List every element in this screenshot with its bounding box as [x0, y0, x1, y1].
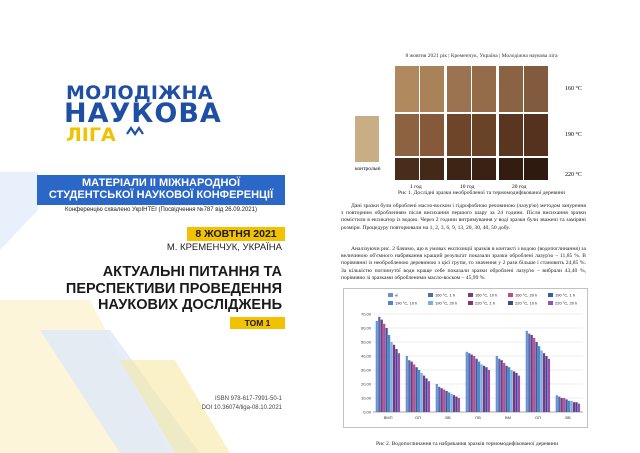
title-line-3: НАУКОВИХ ДОСЛІДЖЕНЬ — [97, 297, 282, 313]
bar — [575, 402, 577, 412]
doi-text: DOI 10.36074/liga-08.10.2021 — [201, 405, 282, 411]
band-title-2: СТУДЕНТСЬКОЇ НАУКОВОЇ КОНФЕРЕНЦІЇ — [48, 188, 274, 201]
x-tick-label: ОП — [415, 415, 421, 420]
sample-160-1h-b — [420, 66, 444, 112]
legend-swatch — [428, 293, 433, 297]
legend-label: ні — [395, 292, 399, 298]
running-header: 8 жовтня 2021 рік | Кременчук, Україна | Молодіжна наукова ліга — [405, 53, 558, 59]
deco-shape-blue — [0, 172, 38, 250]
legend-swatch — [388, 293, 393, 297]
city-label: М. КРЕМЕНЧУК, УКРАЇНА — [166, 242, 282, 253]
bar — [376, 321, 378, 412]
bar — [428, 381, 430, 412]
bar — [543, 353, 545, 412]
bar — [566, 399, 568, 412]
logo-line-3: ЛІГА — [66, 124, 116, 146]
sample-190-10h-b — [472, 114, 496, 156]
sample-220-20h-b — [524, 158, 548, 180]
x-tick-label: ПВ — [475, 415, 481, 420]
legend-label: 220 °C, 1 h — [475, 300, 496, 306]
bar — [533, 338, 535, 412]
sample-190-10h — [447, 114, 471, 156]
paragraph-2: Аналізуючи рис. 2 бачимо, що в умовах експозиції зразків в контакті з водою (водопоглинання) за величиною об'ємного набрякання кращий результат показали зразки оброблені лазур'ю – 11,85 %. В порівнянні із необробленою деревиною з цієї групи, то значення у 2 рази більше і становить 24,85 %. За кількістю поглинутої води краще себе показали зразки оброблені лазур'ю – вибрали 43,40 %, порівняно зі зразками обробленими масло-воском – 45,99 %. — [341, 246, 586, 281]
bar — [526, 331, 528, 412]
bar — [488, 370, 490, 412]
bar — [406, 356, 408, 412]
figure-wood-samples — [353, 64, 603, 189]
bar — [393, 345, 395, 412]
bar — [485, 367, 487, 412]
sample-160-20h — [499, 66, 523, 112]
bar — [418, 370, 420, 412]
bar — [558, 397, 560, 412]
bar — [473, 356, 475, 412]
bar — [518, 376, 520, 412]
sample-160-10h-b — [472, 66, 496, 112]
sample-220-1h-b — [420, 158, 444, 180]
x-tick-label: ВВ — [565, 415, 571, 420]
sample-160-10h — [447, 66, 471, 112]
bar — [556, 395, 558, 412]
legend-swatch — [508, 301, 513, 305]
bar — [448, 392, 450, 412]
bar — [538, 346, 540, 412]
bar — [395, 349, 397, 412]
y-tick-label: 70,00 — [360, 311, 371, 317]
paragraph-1: Дані зразки були оброблені масло-воском і гідрофобною речовиною (лазур'ю) методом занурення з повторним обробленням після висихання першого шару за 24 години. Після висихання зразки помістили в ексикатор із водою. Через 2 години витримування у воді зразки були зважені та заміряні розміри. Процедуру повторювали на 1, 2, 3, 6, 9, 13, 20, 30, 40, 50 добу. — [341, 203, 586, 231]
bar — [443, 390, 445, 412]
bar — [468, 353, 470, 412]
bar — [503, 363, 505, 412]
chart-water-absorption — [343, 288, 588, 428]
col-label-20h: 20 год — [512, 184, 527, 189]
logo-mark-icon — [126, 125, 146, 137]
bar — [455, 397, 457, 412]
bar — [413, 364, 415, 412]
bar — [381, 320, 383, 412]
isbn-block — [180, 395, 282, 413]
bar — [408, 360, 410, 412]
legend-label: 190 °C, 1 h — [555, 292, 576, 298]
legend-swatch — [508, 293, 513, 297]
bar — [531, 335, 533, 412]
bar — [480, 364, 482, 412]
sample-220-10h-b — [472, 158, 496, 180]
article-page — [323, 0, 640, 453]
y-tick-label: 60,00 — [360, 325, 371, 331]
conference-band — [37, 175, 285, 205]
bar — [386, 328, 388, 412]
bar — [446, 391, 448, 412]
legend-label: 220 °C, 20 h — [555, 300, 578, 306]
col-label-1h: 1 год — [410, 184, 422, 189]
sample-160-20h-b — [524, 66, 548, 112]
temp-label-220: 220 °C — [565, 172, 582, 178]
x-tick-label: ВМП — [383, 415, 393, 420]
bar — [420, 373, 422, 412]
date-badge: 8 ЖОВТНЯ 2021 — [187, 227, 285, 241]
legend-label: 160 °C, 1 h — [435, 292, 456, 298]
bar — [536, 342, 538, 412]
bar — [501, 360, 503, 412]
legend-swatch — [388, 301, 393, 305]
bar — [540, 350, 542, 412]
bar — [388, 335, 390, 412]
bar — [563, 398, 565, 412]
bar — [436, 384, 438, 412]
legend-swatch — [548, 301, 553, 305]
sample-190-20h — [499, 114, 523, 156]
legend-label: 190 °C, 20 h — [435, 300, 458, 306]
title-line-1: АКТУАЛЬНІ ПИТАННЯ ТА — [102, 264, 282, 280]
bar — [498, 359, 500, 412]
bar — [548, 359, 550, 412]
temp-label-160: 160 °C — [565, 86, 582, 92]
bar — [438, 387, 440, 412]
y-tick-label: 10,00 — [360, 395, 371, 401]
bar — [466, 352, 468, 412]
bar — [378, 317, 380, 412]
sample-190-20h-b — [524, 114, 548, 156]
y-tick-label: 30,00 — [360, 367, 371, 373]
bar — [528, 334, 530, 412]
bar — [508, 367, 510, 412]
sample-220-20h — [499, 158, 523, 180]
legend-swatch — [548, 293, 553, 297]
temp-label-190: 190 °C — [565, 132, 582, 138]
x-tick-label: ОП — [535, 415, 541, 420]
bar — [515, 373, 517, 412]
sample-190-1h-b — [420, 114, 444, 156]
x-tick-label: ВМ — [505, 415, 511, 420]
volume-badge: ТОМ 1 — [230, 317, 285, 329]
bar — [458, 398, 460, 412]
sample-160-1h — [395, 66, 419, 112]
bar — [513, 371, 515, 412]
band-title-1: МАТЕРІАЛИ ІІ МІЖНАРОДНОЇ — [82, 177, 240, 189]
legend-label: 220 °C, 10 h — [515, 300, 538, 306]
bar — [416, 367, 418, 412]
bar — [561, 398, 563, 412]
bar — [450, 394, 452, 412]
col-label-10h: 10 год — [460, 184, 475, 189]
figure1-caption: Рис 1. Дослідні зразки необробленої та термомодифікованої деревини — [398, 190, 565, 196]
bar — [441, 388, 443, 412]
y-tick-label: 0,00 — [363, 409, 371, 415]
bar — [478, 362, 480, 412]
figure2-caption: Рис 2. Водопоглинання та набрякання зразків термомодифікованої деревини — [376, 441, 559, 447]
logo-line-2: НАУКОВА — [64, 98, 222, 129]
bar — [471, 355, 473, 412]
bar — [573, 402, 575, 412]
y-tick-label: 40,00 — [360, 353, 371, 359]
logo-line-1: МОЛОДІЖНА — [66, 82, 213, 104]
y-tick-label: 50,00 — [360, 339, 371, 345]
legend-label: 190 °C, 10 h — [395, 300, 418, 306]
sample-control — [355, 116, 379, 162]
bar — [483, 366, 485, 412]
bar — [496, 356, 498, 412]
bar — [476, 359, 478, 412]
sample-190-1h — [395, 114, 419, 156]
legend-swatch — [468, 293, 473, 297]
bar — [510, 370, 512, 412]
recommendation-note: Конференцію схвалено УкрІНТЕІ (Посвідчення №787 від 26.09.2021) — [65, 207, 257, 213]
bar — [570, 401, 572, 412]
title-line-2: ПЕРСПЕКТИВИ ПРОВЕДЕННЯ — [65, 280, 282, 297]
bar — [506, 366, 508, 412]
bar — [423, 376, 425, 412]
bar — [578, 404, 580, 412]
isbn-text: ISBN 978-617-7991-50-1 — [214, 396, 282, 402]
bar — [425, 378, 427, 412]
sample-220-1h — [395, 158, 419, 180]
bar — [390, 342, 392, 412]
bar — [383, 324, 385, 412]
bar — [411, 362, 413, 412]
legend-label: 160 °C, 10 h — [475, 292, 498, 298]
collection-title — [50, 264, 282, 314]
bar — [398, 353, 400, 412]
bar — [545, 356, 547, 412]
sample-220-10h — [447, 158, 471, 180]
legend-swatch — [468, 301, 473, 305]
y-tick-label: 20,00 — [360, 381, 371, 387]
control-label: контрольні — [355, 166, 381, 172]
legend-swatch — [428, 301, 433, 305]
bar — [453, 395, 455, 412]
x-tick-label: ВВ — [445, 415, 451, 420]
legend-label: 160 °C, 20 h — [515, 292, 538, 298]
bar — [568, 401, 570, 412]
